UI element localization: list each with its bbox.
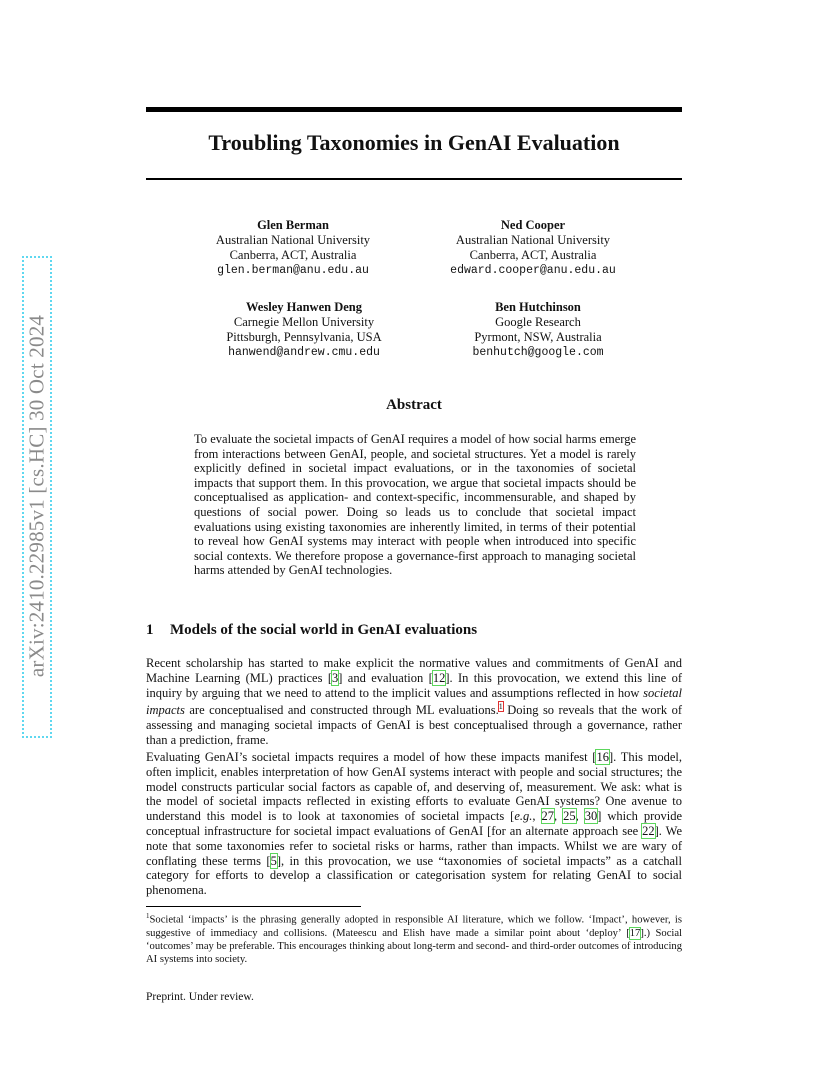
citation-link[interactable]: 17 bbox=[629, 927, 641, 939]
text-run: , bbox=[554, 809, 564, 824]
citation-link[interactable]: 5 bbox=[270, 853, 277, 868]
arxiv-stamp bbox=[22, 256, 52, 736]
author-affiliation: Google Research bbox=[495, 315, 581, 329]
text-run: , bbox=[575, 809, 585, 824]
citation-link[interactable]: 12 bbox=[432, 670, 446, 685]
author-location: Pittsburgh, Pennsylvania, USA bbox=[226, 330, 382, 344]
author-name: Wesley Hanwen Deng bbox=[246, 300, 362, 314]
citation-link[interactable]: 3 bbox=[332, 670, 339, 685]
author-block bbox=[183, 218, 403, 278]
author-affiliation: Australian National University bbox=[455, 233, 611, 247]
section-heading bbox=[146, 622, 682, 639]
citation-link[interactable]: 22 bbox=[642, 823, 655, 838]
title-rule-bottom bbox=[146, 178, 682, 180]
author-affiliation: Carnegie Mellon University bbox=[233, 315, 375, 329]
footnote-link[interactable]: 1 bbox=[498, 702, 503, 712]
citation-link[interactable]: 30 bbox=[584, 809, 598, 824]
citation-link[interactable]: 25 bbox=[563, 809, 576, 824]
text-run: ].) Social ‘outcomes’ may be preferable. This encourages thinking about long-term and second- and third-order outcomes of introducing AI systems into society. bbox=[146, 927, 683, 965]
body-paragraph bbox=[146, 656, 682, 748]
footnote-mark: 1 bbox=[146, 912, 150, 920]
body-paragraph bbox=[146, 750, 682, 898]
author-email[interactable]: benhutch@google.com bbox=[472, 346, 604, 359]
citation-link[interactable]: 27 bbox=[541, 809, 554, 824]
title-rule-top bbox=[146, 107, 682, 112]
author-email[interactable]: hanwend@andrew.cmu.edu bbox=[228, 346, 380, 359]
author-affiliation: Australian National University bbox=[215, 233, 371, 247]
author-name: Ned Cooper bbox=[500, 218, 566, 232]
text-run: ] and evaluation [ bbox=[338, 670, 433, 685]
author-email[interactable]: edward.cooper@anu.edu.au bbox=[450, 264, 616, 277]
arxiv-stamp-text: arXiv:2410.22985v1 [cs.HC] 30 Oct 2024 bbox=[24, 314, 49, 678]
text-run: Societal ‘impacts’ is the phrasing generally adopted in responsible AI literature, which we follow. ‘Impact’, however, is suggestive of immediacy and collisions. (Mateescu and Elish have made a similar point about ‘deploy’ [ bbox=[146, 914, 682, 939]
text-run: ]. In this provocation, we extend this line of inquiry by arguing that we need to attend to the implicit values and assumptions reflected in how bbox=[146, 670, 682, 700]
citation-link[interactable]: 16 bbox=[596, 750, 609, 764]
section-title: Models of the social world in GenAI evaluations bbox=[170, 622, 478, 638]
footnote bbox=[146, 910, 682, 966]
author-block bbox=[428, 300, 648, 360]
author-name: Ben Hutchinson bbox=[495, 300, 581, 314]
text-run: ] which provide conceptual infrastructure for societal impact evaluations of GenAI [for an alternate approach see bbox=[146, 809, 683, 838]
preprint-notice: Preprint. Under review. bbox=[146, 991, 254, 1003]
author-block bbox=[423, 218, 643, 278]
text-run: Evaluating GenAI’s societal impacts requires a model of how these impacts manifest [ bbox=[146, 750, 597, 764]
paper-title: Troubling Taxonomies in GenAI Evaluation bbox=[208, 130, 620, 155]
author-location: Canberra, ACT, Australia bbox=[229, 248, 357, 262]
author-block bbox=[194, 300, 414, 360]
author-email[interactable]: glen.berman@anu.edu.au bbox=[217, 264, 369, 277]
text-run: , bbox=[532, 809, 542, 824]
abstract-heading: Abstract bbox=[386, 397, 442, 413]
author-name: Glen Berman bbox=[257, 218, 329, 232]
text-run: Doing so reveals that the work of assessing and managing societal impacts of GenAI is best conceptualised through a governance, rather than a prediction, frame. bbox=[146, 703, 682, 748]
author-location: Pyrmont, NSW, Australia bbox=[474, 330, 602, 344]
section-number: 1 bbox=[146, 622, 154, 638]
abstract-text: To evaluate the societal impacts of GenAI requires a model of how social harms emerge from interactions between GenAI, people, and societal structures. Yet a model is rarely explicitly defined in societal impact evaluations, or in the taxonomies of societal impacts that support them. In this provocation, we argue that societal impacts should be conceptualised as application- and context-specific, incommensurable, and shaped by questions of social power. Doing so leads us to conclude that societal impact evaluations using existing taxonomies are inherently limited, in terms of their potential to reveal how GenAI systems may interact with people when introduced into specific social contexts. We therefore propose a governance-first approach to managing societal harms attended by GenAI technologies. bbox=[194, 432, 636, 578]
text-run: are conceptualised and constructed through ML evaluations. bbox=[184, 703, 499, 718]
text-run: Recent scholarship has started to make explicit the normative values and commitments of GenAI and Machine Learning (ML) practices [ bbox=[146, 656, 682, 685]
emphasis-text: societal impacts bbox=[146, 685, 682, 718]
footnote-rule bbox=[146, 906, 361, 907]
text-run: ]. This model, often implicit, enables interpretation of how GenAI systems interact with people and social structures; the model constructs particular social factors as capable of, and deserving of, measurement. We ask: what is the model of societal impacts reflected in existing efforts to evaluate GenAI systems? One avenue to understand this model is to look at taxonomies of societal impacts [ bbox=[146, 750, 682, 824]
emphasis-text: e.g. bbox=[514, 809, 533, 824]
text-run: ]. We note that some taxonomies refer to societal risks or harms, rather than impacts. Whilst we are wary of conflating these terms [ bbox=[146, 823, 682, 868]
author-location: Canberra, ACT, Australia bbox=[469, 248, 597, 262]
text-run: ], in this provocation, we use “taxonomies of societal impacts” as a catchall category for efforts to develop a classification or categorisation system for relating GenAI to social phenomena. bbox=[146, 853, 683, 898]
